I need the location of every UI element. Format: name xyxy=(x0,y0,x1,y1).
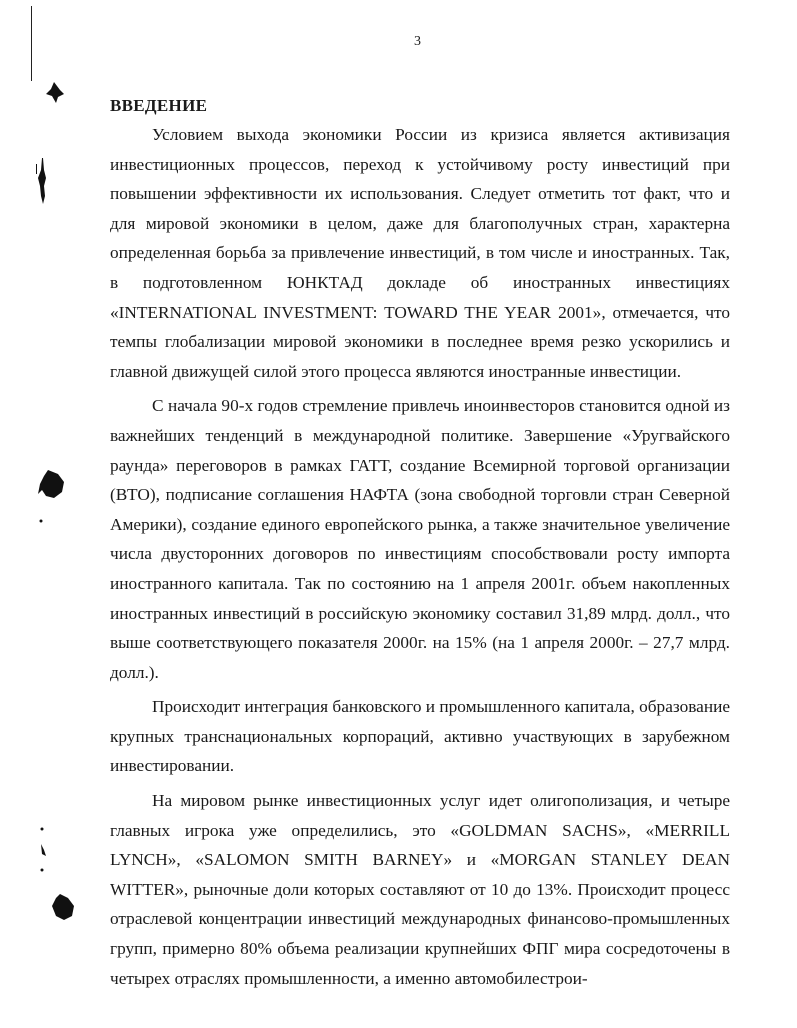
paragraph: Происходит интеграция банковского и промышленного капитала, образование крупных транснациональных корпораций, активно участвующих в зарубежном инвестировании. xyxy=(110,697,730,776)
scan-artifact-lower-icon xyxy=(36,826,48,876)
body-text xyxy=(110,120,730,998)
paragraph: Условием выхода экономики России из кризиса является активизация инвестиционных процессов, переход к устойчивому росту инвестиций при повышении эффективности их использования. Следует отметить тот факт, что и для мировой экономики в целом, даже для благополучных стран, характерна определенная борьба за привлечение инвестиций, в том числе и иностранных. Так, в подготовленном ЮНКТАД докладе об иностранных инвестициях «INTERNATIONAL INVESTMENT: TOWARD THE YEAR 2001», отмечается, что темпы глобализации мировой экономики в последнее время резко ускорились и главной движущей силой этого процесса являются иностранные инвестиции. xyxy=(110,125,730,381)
scan-artifact-small-icon xyxy=(38,518,44,524)
paragraph: С начала 90-х годов стремление привлечь иноинвесторов становится одной из важнейших тенденций в международной политике. Завершение «Уругвайского раунда» переговоров в рамках ГАТТ, создание Всемирной торговой организации (ВТО), подписание соглашения НАФТА (зона свободной торговли стран Северной Америки), создание единого европейского рынка, а также значительное увеличение числа двусторонних договоров по инвестициям способствовали росту импорта иностранного капитала. Так по состоянию на 1 апреля 2001г. объем накопленных иностранных инвестиций в российскую экономику составил 31,89 млрд. долл., что выше соответствующего показателя 2000г. на 15% (на 1 апреля 2000г. – 27,7 млрд. долл.). xyxy=(110,396,730,682)
paragraph: На мировом рынке инвестиционных услуг идет олигополизация, и четыре главных игрока уже определились, это «GOLDMAN SACHS», «MERRILL LYNCH», «SALOMON SMITH BARNEY» и «MORGAN STANLEY DEAN WITTER», рыночные доли которых составляют от 10 до 13%. Происходит процесс отраслевой концентрации инвестиций международных финансово-промышленных групп, примерно 80% объема реализации крупнейших ФПГ мира сосредоточены в четырех отраслях промышленности, а именно автомобилестрои- xyxy=(110,791,730,988)
scan-artifact-top-icon xyxy=(44,80,66,104)
scan-artifact-middle-icon xyxy=(36,468,66,502)
scan-artifact-upper-icon xyxy=(34,156,50,206)
page-number: 3 xyxy=(414,34,421,49)
scan-artifact-bottom-icon xyxy=(50,892,76,922)
section-heading: ВВЕДЕНИЕ xyxy=(110,96,208,115)
